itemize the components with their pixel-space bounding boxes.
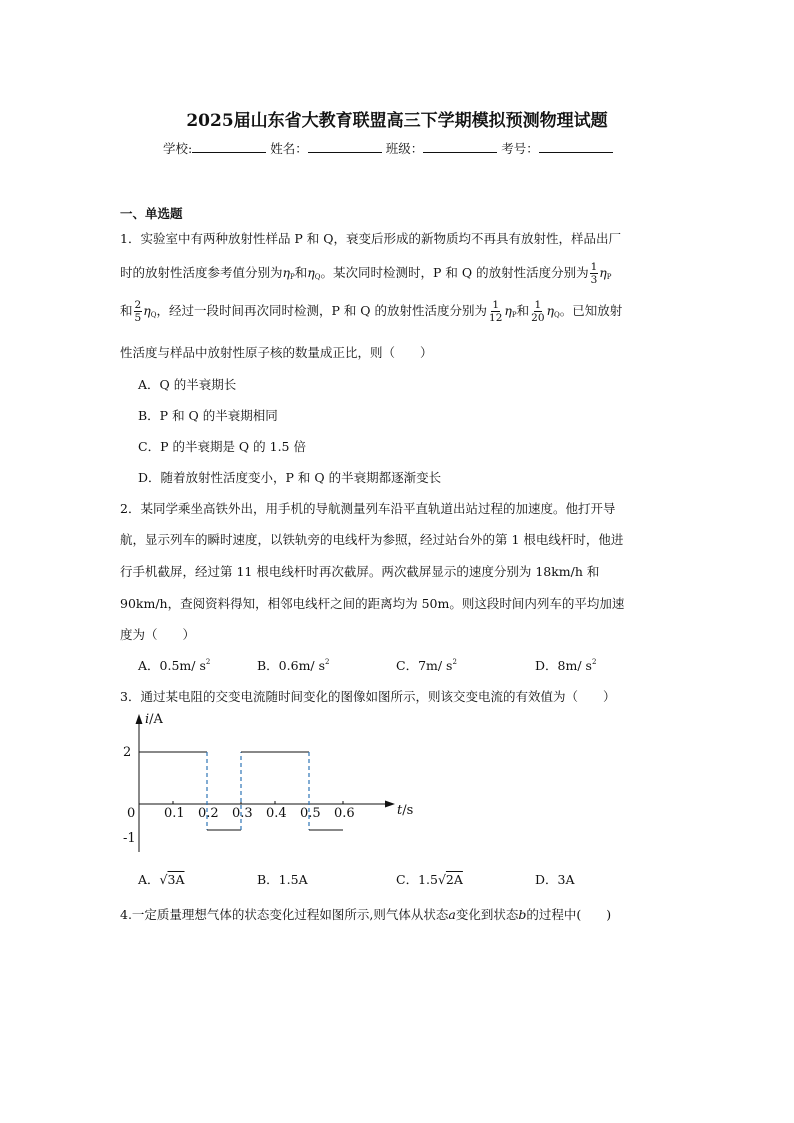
sqrt-icon: √	[159, 872, 168, 887]
q1-text: 。某次同时检测时，P 和 Q 的放射性活度分别为	[320, 265, 589, 280]
fraction-denominator: 5	[134, 312, 142, 324]
state-a: a	[448, 907, 456, 922]
option-text: D．8m/ s	[535, 658, 592, 673]
q1-line-2	[120, 261, 612, 286]
subscript-p: P	[290, 273, 295, 281]
fraction-numerator: 2	[134, 299, 142, 311]
q1-text: 和	[120, 303, 133, 318]
x-tick-label: 0.5	[300, 806, 321, 821]
number-label: 考号：	[501, 141, 539, 156]
fraction-numerator: 1	[534, 299, 542, 311]
y-axis-arrow	[136, 714, 143, 724]
origin-label: 0	[127, 806, 136, 821]
q2-line-2: 航，显示列车的瞬时速度，以铁轨旁的电线杆为参照，经过站台外的第 1 根电线杆时，他进	[120, 532, 624, 547]
q3-option-b[interactable]: B．1.5A	[257, 872, 308, 887]
q2-line-3: 行手机截屏，经过第 11 根电线杆时再次截屏。两次截屏显示的速度分别为 18km/h 和	[120, 564, 600, 579]
x-tick-label: 0.6	[334, 806, 355, 821]
q2-option-d[interactable]	[535, 656, 596, 674]
q2-line-5: 度为（ ）	[120, 627, 196, 642]
x-axis-label: t/s	[397, 803, 414, 818]
y-axis-label: i/A	[145, 712, 163, 727]
y-tick-label: 2	[123, 745, 132, 760]
eta-symbol: η	[504, 303, 512, 318]
q4-text: 的过程中( )	[526, 907, 612, 922]
class-blank	[423, 141, 497, 153]
q1-option-c[interactable]: C．P 的半衰期是 Q 的 1.5 倍	[138, 439, 306, 454]
option-text: B．0.6m/ s	[257, 658, 326, 673]
q1-text: 。已知放射	[559, 303, 623, 318]
q1-option-a[interactable]: A．Q 的半衰期长	[138, 377, 237, 392]
q1-line-1: 1．实验室中有两种放射性样品 P 和 Q，衰变后形成的新物质均不再具有放射性，样品出厂	[120, 231, 622, 246]
q2-line-1: 2．某同学乘坐高铁外出，用手机的导航测量列车沿平直轨道出站过程的加速度。他打开导	[120, 501, 616, 516]
name-blank	[308, 141, 382, 153]
x-tick-label: 0.4	[266, 806, 287, 821]
q2-option-c[interactable]	[396, 656, 457, 674]
superscript: 2	[205, 658, 211, 666]
fraction-1-20	[530, 299, 545, 324]
section-heading: 一、单选题	[120, 206, 183, 221]
school-label: 学校:	[163, 141, 193, 156]
q4-text: 变化到状态	[455, 907, 519, 922]
q3-line-1: 3．通过某电阻的交变电流随时间变化的图像如图所示，则该交变电流的有效值为（ ）	[120, 689, 616, 704]
eta-symbol: η	[599, 265, 607, 280]
fraction-numerator: 1	[492, 299, 500, 311]
fraction-denominator: 20	[531, 312, 545, 324]
sqrt-icon: √	[437, 872, 446, 887]
q2-option-b[interactable]	[257, 656, 330, 674]
q1-line-4: 性活度与样品中放射性原子核的数量成正比，则（ ）	[120, 345, 433, 360]
q4-line-1	[120, 905, 611, 923]
subscript-q: Q	[554, 311, 560, 319]
y-tick-label: -1	[123, 831, 136, 846]
eta-symbol: η	[282, 265, 291, 280]
option-value: 2A	[445, 872, 463, 887]
q2-option-a[interactable]	[138, 656, 210, 674]
x-axis-arrow	[385, 801, 395, 808]
x-tick-label: 0.1	[164, 806, 185, 821]
q3-option-a[interactable]	[138, 870, 184, 888]
state-b: b	[518, 907, 527, 922]
superscript: 2	[325, 658, 330, 666]
q2-line-4: 90km/h，查阅资料得知，相邻电线杆之间的距离均为 50m。则这段时间内列车的平均加速	[120, 596, 625, 611]
school-blank	[192, 141, 266, 153]
fraction-denominator: 3	[590, 274, 598, 286]
fraction-denominator: 12	[489, 312, 503, 324]
fraction-1-3	[590, 261, 599, 286]
q1-option-b[interactable]: B．P 和 Q 的半衰期相同	[138, 408, 278, 423]
option-text: A．0.5m/ s	[138, 658, 206, 673]
class-label: 班级：	[385, 141, 424, 156]
q3-option-d[interactable]: D．3A	[535, 872, 575, 887]
option-text: A．	[138, 872, 160, 887]
option-value: 3A	[167, 872, 185, 887]
x-tick-label: 0.3	[232, 806, 253, 821]
q1-line-3	[120, 299, 622, 324]
fraction-1-12	[488, 299, 503, 324]
fraction-2-5	[134, 299, 143, 324]
q1-text: 时的放射性活度参考值分别为	[120, 265, 283, 280]
superscript: 2	[452, 658, 457, 666]
q1-text: 和	[294, 265, 308, 280]
subscript-q: Q	[150, 311, 157, 319]
name-label: 姓名：	[270, 141, 308, 156]
q1-text: ，经过一段时间再次同时检测，P 和 Q 的放射性活度分别为	[156, 303, 488, 318]
student-info-line	[163, 139, 613, 157]
q4-text: 4.一定质量理想气体的状态变化过程如图所示,则气体从状态	[120, 907, 449, 922]
x-tick-label: 0.2	[198, 806, 219, 821]
eta-symbol: η	[143, 303, 151, 318]
q1-text: 和	[516, 303, 530, 318]
number-blank	[539, 141, 613, 153]
option-text: C．7m/ s	[396, 658, 453, 673]
eta-symbol: η	[307, 265, 315, 280]
option-text: C．1.5	[396, 872, 438, 887]
q3-option-c[interactable]	[396, 870, 463, 888]
eta-symbol: η	[546, 303, 555, 318]
superscript: 2	[591, 658, 597, 666]
current-time-graph	[112, 708, 414, 858]
subscript-p: P	[606, 273, 612, 281]
page-title: 2025届山东省大教育联盟高三下学期模拟预测物理试题	[186, 111, 608, 131]
fraction-numerator: 1	[590, 261, 598, 273]
q1-option-d[interactable]: D．随着放射性活度变小，P 和 Q 的半衰期都逐渐变长	[138, 470, 442, 485]
subscript-q: Q	[314, 273, 321, 281]
subscript-p: P	[511, 311, 517, 319]
